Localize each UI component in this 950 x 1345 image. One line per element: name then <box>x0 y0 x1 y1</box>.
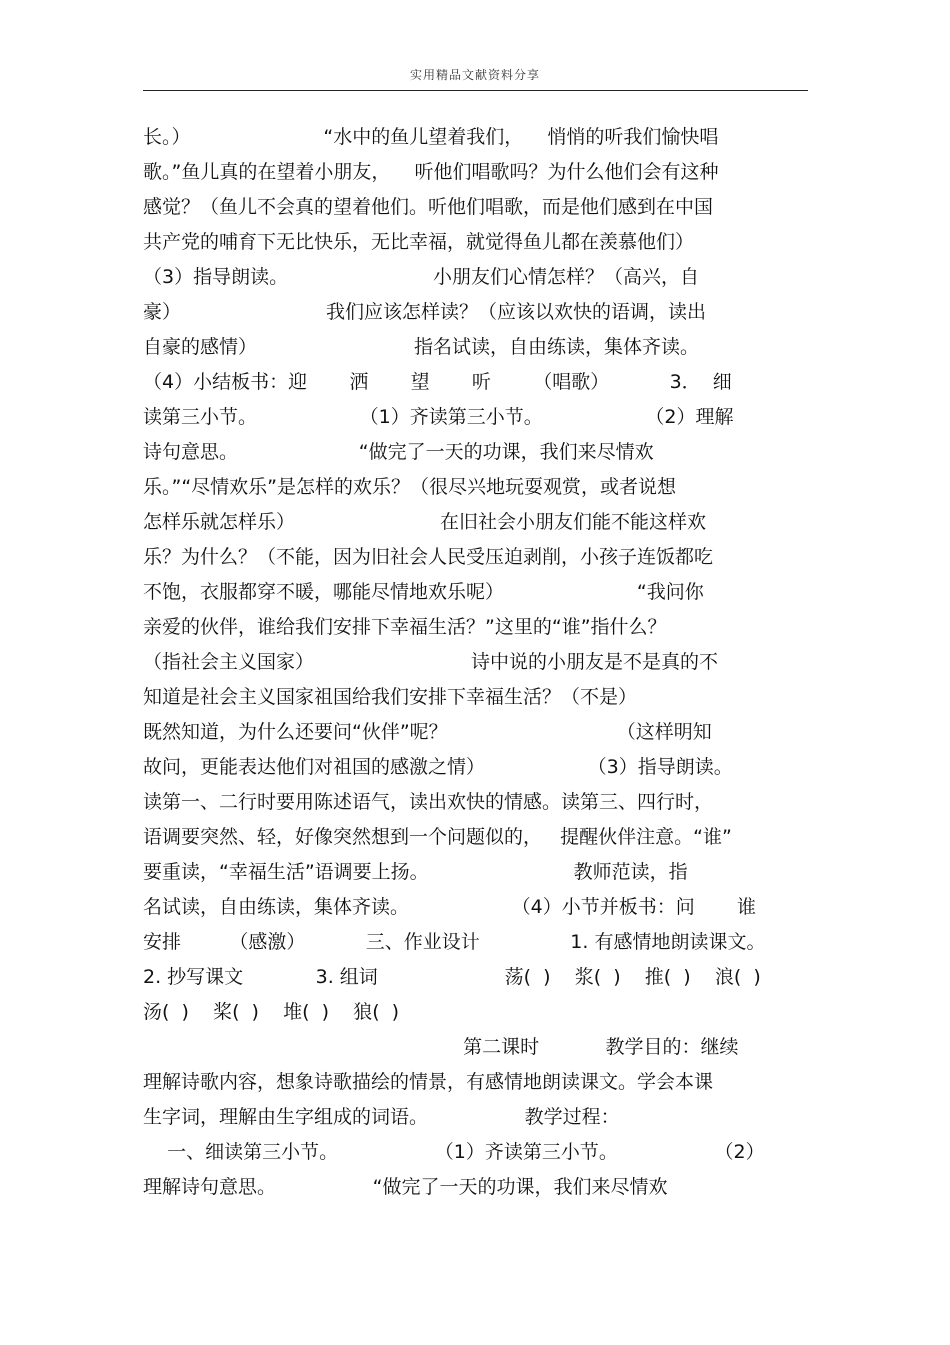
text-line: 名试读，自由练读，集体齐读。 （4）小节并板书：问 谁 <box>143 896 757 918</box>
text-line: 一、细读第三小节。 （1）齐读第三小节。 （2） <box>143 1141 765 1163</box>
text-line: 语调要突然、轻，好像突然想到一个问题似的， 提醒伙伴注意。“谁” <box>143 826 732 848</box>
text-line: 豪） 我们应该怎样读？（应该以欢快的语调，读出 <box>143 301 706 323</box>
text-line: 要重读，“幸福生活”语调要上扬。 教师范读，指 <box>143 861 688 883</box>
header-divider <box>143 90 808 91</box>
page-header-title: 实用精品文献资料分享 <box>409 68 540 82</box>
text-line: 诗句意思。 “做完了一天的功课，我们来尽情欢 <box>143 441 654 463</box>
body-text <box>143 120 808 1205</box>
text-line: 知道是社会主义国家祖国给我们安排下幸福生活？（不是） <box>143 686 638 708</box>
text-line: 亲爱的伙伴，谁给我们安排下幸福生活？”这里的“谁”指什么？ <box>143 616 667 638</box>
text-line: （指社会主义国家） 诗中说的小朋友是不是真的不 <box>143 651 719 673</box>
text-line: 自豪的感情） 指名试读，自由练读，集体齐读。 <box>143 336 700 358</box>
text-line: 长。） “水中的鱼儿望着我们， 悄悄的听我们愉快唱 <box>143 126 719 148</box>
text-line: 汤( ) 桨( ) 堆( ) 狼( ) <box>143 1001 400 1023</box>
text-line: 读第三小节。 （1）齐读第三小节。 （2）理解 <box>143 406 734 428</box>
text-line: 乐？为什么？（不能，因为旧社会人民受压迫剥削，小孩子连饭都吃 <box>143 546 714 568</box>
text-line: （4）小结板书：迎 洒 望 听 （唱歌） 3． 细 <box>143 371 732 393</box>
text-line: 安排 （感激） 三、作业设计 1. 有感情地朗读课文。 <box>143 931 766 953</box>
text-line: 第二课时 教学目的：继续 <box>143 1036 739 1058</box>
text-line: 生字词，理解由生字组成的词语。 教学过程： <box>143 1106 620 1128</box>
text-line: 故问，更能表达他们对祖国的感激之情） （3）指导朗读。 <box>143 756 733 778</box>
text-line: 理解诗句意思。 “做完了一天的功课，我们来尽情欢 <box>143 1176 668 1198</box>
text-line: 共产党的哺育下无比快乐，无比幸福，就觉得鱼儿都在羡慕他们） <box>143 231 695 253</box>
text-line: 2. 抄写课文 3. 组词 荡( ) 浆( ) 推( ) 浪( ) <box>143 966 761 988</box>
text-line: （3）指导朗读。 小朋友们心情怎样？（高兴，自 <box>143 266 700 288</box>
text-line: 乐。”“尽情欢乐”是怎样的欢乐？（很尽兴地玩耍观赏，或者说想 <box>143 476 677 498</box>
text-line: 读第一、二行时要用陈述语气，读出欢快的情感。读第三、四行时， <box>143 791 714 813</box>
text-line: 感觉？（鱼儿不会真的望着他们。听他们唱歌，而是他们感到在中国 <box>143 196 714 218</box>
text-line: 歌。”鱼儿真的在望着小朋友， 听他们唱歌吗？为什么他们会有这种 <box>143 161 719 183</box>
text-line: 怎样乐就怎样乐） 在旧社会小朋友们能不能这样欢 <box>143 511 706 533</box>
text-line: 既然知道，为什么还要问“伙伴”呢？ （这样明知 <box>143 721 712 743</box>
text-line: 不饱，衣服都穿不暖，哪能尽情地欢乐呢） “我问你 <box>143 581 704 603</box>
text-line: 理解诗歌内容，想象诗歌描绘的情景，有感情地朗读课文。学会本课 <box>143 1071 714 1093</box>
